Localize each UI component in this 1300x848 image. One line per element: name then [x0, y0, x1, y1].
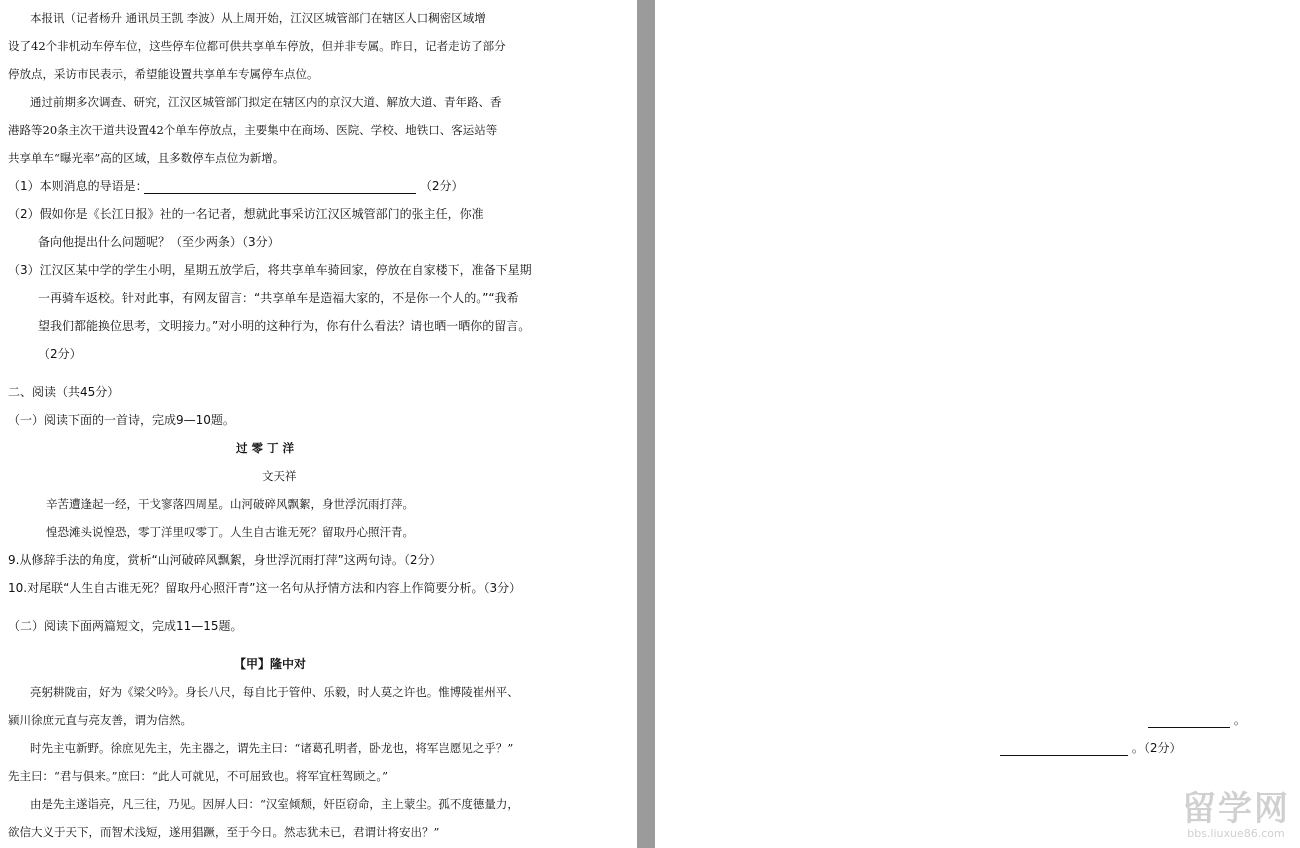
text-line: 过 零 丁 洋 — [236, 441, 295, 455]
q1-answer-blank-row — [144, 178, 463, 194]
text-line: （1）本则消息的导语是： — [8, 179, 148, 193]
q14a-tail — [1148, 712, 1246, 728]
q14a-end: 。 — [1233, 713, 1246, 727]
q1-answer-blank[interactable] — [144, 180, 416, 194]
text-line: 备向他提出什么问题呢？（至少两条）（3分） — [38, 235, 280, 249]
text-line: 设了42个非机动车停车位，这些停车位都可供共享单车停放，但并非专属。昨日，记者走访了部分 — [8, 39, 506, 53]
text-line: 停放点，采访市民表示，希望能设置共享单车专属停车点位。 — [8, 67, 319, 81]
text-line: （3）江汉区某中学的学生小明，星期五放学后，将共享单车骑回家，停放在自家楼下，准备下星期 — [8, 263, 532, 277]
text-line: 惶恐滩头说惶恐，零丁洋里叹零丁。人生自古谁无死？留取丹心照汗青。 — [46, 525, 414, 539]
text-line: 颍川徐庶元直与亮友善，谓为信然。 — [8, 713, 192, 727]
q14b-tail — [1000, 740, 1181, 756]
text-line: 10.对尾联“人生自古谁无死？留取丹心照汗青”这一名句从抒情方法和内容上作简要分析。（3分） — [8, 581, 522, 595]
text-line: 由是先主遂诣亮，凡三往，乃见。因屏人曰：“汉室倾颓，奸臣窃命，主上蒙尘。孤不度德量力， — [30, 797, 519, 811]
q14a-answer-blank[interactable] — [1148, 714, 1230, 728]
q1-score: （2分） — [419, 179, 464, 193]
text-line: 文天祥 — [262, 469, 297, 483]
text-line: 通过前期多次调查、研究，江汉区城管部门拟定在辖区内的京汉大道、解放大道、青年路、香 — [30, 95, 502, 109]
q14b-answer-blank[interactable] — [1000, 742, 1128, 756]
text-line: （二）阅读下面两篇短文，完成11—15题。 — [8, 619, 243, 633]
text-line: 【甲】隆中对 — [234, 657, 307, 671]
text-line: 时先主屯新野。徐庶见先主，先主器之，谓先主曰：“诸葛孔明者，卧龙也，将军岂愿见之乎？” — [30, 741, 514, 755]
left-page — [0, 0, 637, 848]
text-line: 共享单车“曝光率”高的区域，且多数停车点位为新增。 — [8, 151, 285, 165]
text-line: 望我们都能换位思考，文明接力。”对小明的这种行为，你有什么看法？请也晒一晒你的留言。 — [38, 319, 531, 333]
text-line: 先主曰：“君与俱来。”庶曰：“此人可就见，不可屈致也。将军宜枉驾顾之。” — [8, 769, 389, 783]
text-line: 港路等20条主次干道共设置42个单车停放点，主要集中在商场、医院、学校、地铁口、客运站等 — [8, 123, 498, 137]
text-line: 欲信大义于天下，而智术浅短，遂用猖蹶，至于今日。然志犹未已，君谓计将安出？” — [8, 825, 440, 839]
watermark-url: bbs.liuxue86.com — [1187, 827, 1285, 840]
text-line: （2分） — [38, 347, 82, 361]
text-line: 亮躬耕陇亩，好为《梁父吟》。身长八尺，每自比于管仲、乐毅，时人莫之许也。惟博陵崔州平、 — [30, 685, 519, 699]
text-line: （2）假如你是《长江日报》社的一名记者，想就此事采访江汉区城管部门的张主任，你准 — [8, 207, 484, 221]
text-line: 本报讯（记者杨升 通讯员王凯 李波）从上周开始，江汉区城管部门在辖区人口稠密区域增 — [30, 11, 486, 25]
text-line: （一）阅读下面的一首诗，完成9—10题。 — [8, 413, 235, 427]
watermark-logo-text: 留学网 — [1182, 789, 1290, 829]
text-line: 辛苦遭逢起一经，干戈寥落四周星。山河破碎风飘絮，身世浮沉雨打萍。 — [46, 497, 414, 511]
text-line: 9.从修辞手法的角度，赏析“山河破碎风飘絮，身世浮沉雨打萍”这两句诗。（2分） — [8, 553, 442, 567]
text-line: 二、阅读（共45分） — [8, 385, 120, 399]
q14b-end: 。（2分） — [1131, 741, 1182, 755]
site-watermark — [1182, 791, 1290, 840]
text-line: 一再骑车返校。针对此事，有网友留言：“共享单车是造福大家的，不是你一个人的。”“我希 — [38, 291, 519, 305]
